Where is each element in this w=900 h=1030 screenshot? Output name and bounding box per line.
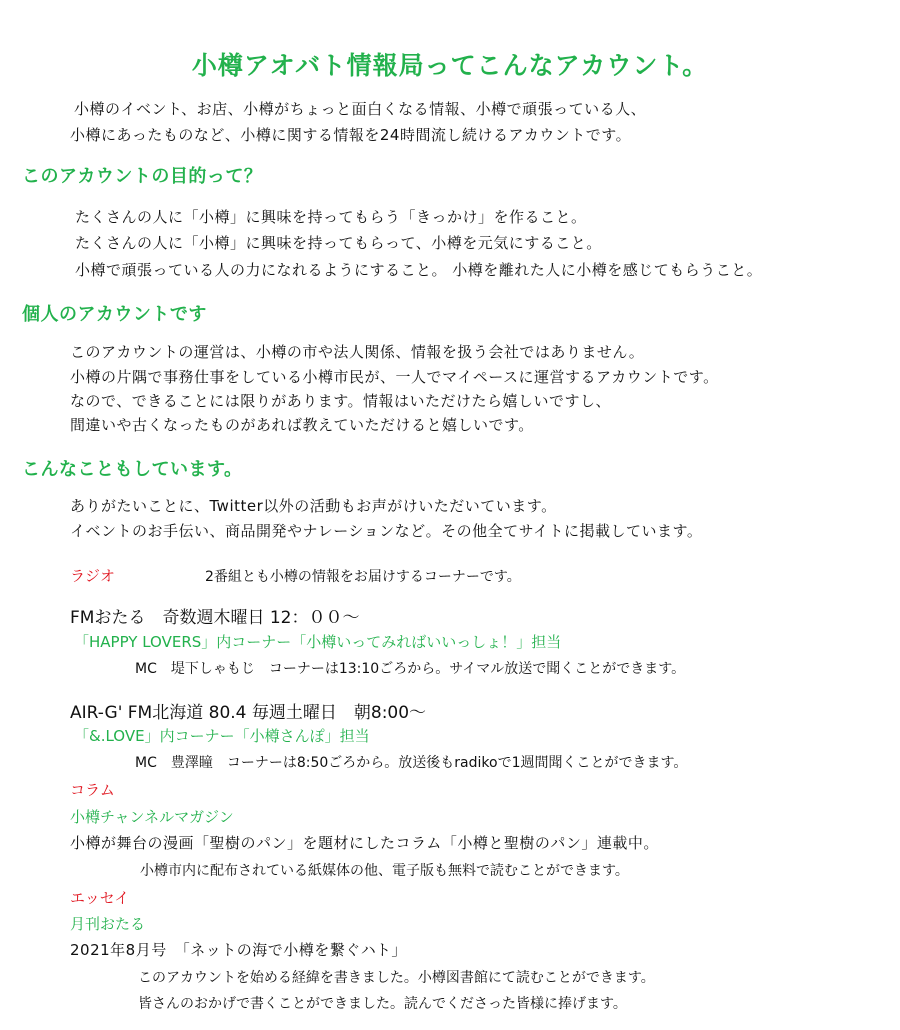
- purpose-line-2: たくさんの人に「小樽」に興味を持ってもらって、小樽を元気にすること。: [75, 234, 602, 252]
- intro-line-1: 小樽のイベント、お店、小樽がちょっと面白くなる情報、小樽で頑張っている人、: [74, 100, 647, 118]
- radio-label: ラジオ: [70, 567, 116, 585]
- airg-detail: MC 豊澤瞳 コーナーは8:50ごろから。放送後もradikoで1週間聞くことができます。: [135, 755, 688, 771]
- essay-label: エッセイ: [70, 889, 130, 907]
- essay-media: 月刊おたる: [70, 915, 146, 933]
- column-line-1: 小樽が舞台の漫画「聖樹のパン」を題材にしたコラム「小樽と聖樹のパン」連載中。: [70, 834, 659, 852]
- purpose-heading: このアカウントの目的って？: [22, 166, 263, 187]
- column-media: 小樽チャンネルマガジン: [70, 808, 234, 826]
- purpose-line-3: 小樽で頑張っている人の力になれるようにすること。 小樽を離れた人に小樽を感じてもらうこと。: [75, 261, 763, 279]
- personal-line-4: 間違いや古くなったものがあれば教えていただけると嬉しいです。: [70, 416, 534, 434]
- personal-line-3: なので、できることには限りがあります。情報はいただけたら嬉しいですし、: [70, 392, 612, 410]
- fm-otaru-corner: 「HAPPY LOVERS」内コーナー「小樽いってみればいいっしょ！」担当: [74, 633, 562, 651]
- personal-line-2: 小樽の片隅で事務仕事をしている小樽市民が、一人でマイペースに運営するアカウントです。: [70, 368, 719, 386]
- essay-line-2: 皆さんのおかげで書くことができました。読んでくださった皆様に捧げます。: [138, 996, 627, 1012]
- activities-line-1: ありがたいことに、Twitter以外の活動もお声がけいただいています。: [70, 497, 557, 515]
- column-line-2: 小樽市内に配布されている紙媒体の他、電子版も無料で読むことができます。: [140, 863, 629, 879]
- essay-issue: 2021年8月号 「ネットの海で小樽を繋ぐハト」: [70, 941, 407, 959]
- column-label: コラム: [70, 781, 115, 799]
- activities-heading: こんなこともしています。: [22, 459, 243, 480]
- radio-note: 2番組とも小樽の情報をお届けするコーナーです。: [205, 569, 521, 585]
- activities-line-2: イベントのお手伝い、商品開発やナレーションなど。その他全てサイトに掲載しています。: [70, 522, 703, 540]
- page-title: 小樽アオバト情報局ってこんなアカウント。: [191, 51, 709, 80]
- essay-line-1: このアカウントを始める経緯を書きました。小樽図書館にて読むことができます。: [138, 970, 655, 986]
- airg-corner: 「&.LOVE」内コーナー「小樽さんぽ」担当: [74, 727, 370, 745]
- personal-heading: 個人のアカウントです: [22, 304, 207, 325]
- fm-otaru-station: FMおたる 奇数週木曜日 12：００～: [70, 608, 360, 628]
- personal-line-1: このアカウントの運営は、小樽の市や法人関係、情報を扱う会社ではありません。: [70, 343, 645, 361]
- purpose-line-1: たくさんの人に「小樽」に興味を持ってもらう「きっかけ」を作ること。: [75, 208, 587, 226]
- airg-station: AIR-G' FM北海道 80.4 毎週土曜日 朝8:00～: [70, 703, 427, 723]
- fm-otaru-detail: MC 堤下しゃもじ コーナーは13:10ごろから。サイマル放送で聞くことができます。: [135, 661, 686, 677]
- intro-line-2: 小樽にあったものなど、小樽に関する情報を24時間流し続けるアカウントです。: [70, 126, 632, 144]
